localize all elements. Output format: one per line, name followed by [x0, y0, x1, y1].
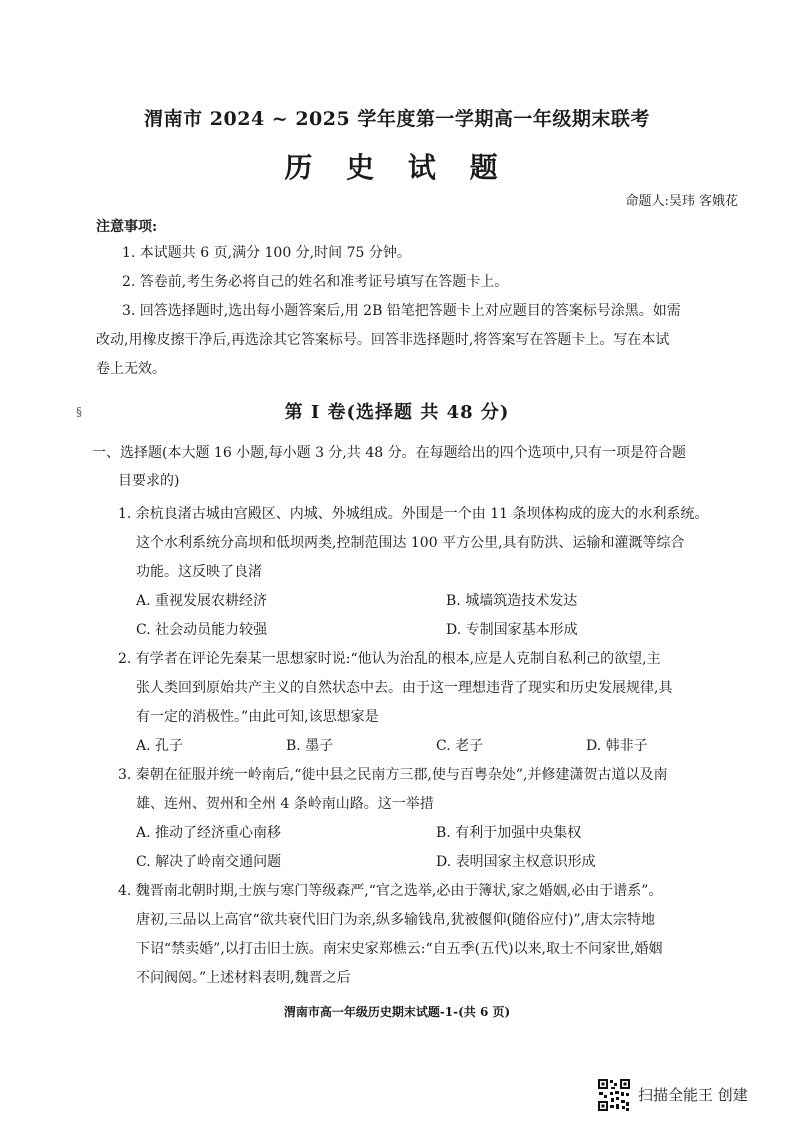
margin-mark: § — [76, 405, 82, 419]
option-b: B. 墨子 — [286, 738, 334, 754]
subject-title: 历 史 试 题 — [284, 151, 510, 184]
option-c: C. 老子 — [436, 738, 484, 754]
section-title: 第 Ⅰ 卷(选择题 共 48 分) — [284, 402, 510, 423]
option-d: D. 表明国家主权意识形成 — [436, 854, 596, 870]
option-b: B. 有利于加强中央集权 — [436, 825, 582, 841]
notes-item-1: 1. 本试题共 6 页,满分 100 分,时间 75 分钟。 — [122, 245, 411, 261]
option-b: B. 城墙筑造技术发达 — [446, 593, 578, 609]
question-stem-line: 下诏“禁卖婚”,以打击旧士族。南宋史家郑樵云:“自五季(五代)以来,取士不问家世,婚姻 — [136, 941, 663, 957]
option-a: A. 孔子 — [136, 738, 184, 754]
option-a: A. 推动了经济重心南移 — [136, 825, 282, 841]
question-stem-line: 功能。这反映了良渚 — [136, 564, 262, 580]
question-stem-line: 雄、连州、贺州和全州 4 条岭南山路。这一举措 — [136, 796, 434, 812]
question-stem-line: 3. 秦朝在征服并统一岭南后,“徙中县之民南方三郡,使与百粤杂处”,并修建潇贺古道以及南 — [118, 767, 668, 783]
question-stem-line: 张人类回到原始共产主义的自然状态中去。由于这一理想违背了现实和历史发展规律,具 — [136, 680, 673, 696]
qr-code-icon — [597, 1078, 631, 1112]
question-stem-line: 4. 魏晋南北朝时期,士族与寒门等级森严,“官之选举,必由于簿状,家之婚姻,必由于谱系”。 — [118, 883, 663, 899]
section-instruction-cont: 目要求的) — [118, 473, 180, 489]
question-stem-line: 2. 有学者在评论先秦某一思想家时说:“他认为治乱的根本,应是人克制自私利己的欲望,主 — [118, 651, 661, 667]
question-stem-line: 这个水利系统分高坝和低坝两类,控制范围达 100 平方公里,具有防洪、运输和灌溉等综合 — [136, 535, 685, 551]
question-stem-line: 不问阀阅。”上述材料表明,魏晋之后 — [136, 970, 351, 986]
option-a: A. 重视发展农耕经济 — [136, 593, 268, 609]
notes-item-2: 2. 答卷前,考生务必将自己的姓名和准考证号填写在答题卡上。 — [122, 274, 509, 290]
page-footer: 渭南市高一年级历史期末试题-1-(共 6 页) — [283, 1005, 511, 1019]
option-c: C. 解决了岭南交通问题 — [136, 854, 282, 870]
exam-title: 渭南市 2024 ~ 2025 学年度第一学期高一年级期末联考 — [144, 108, 650, 130]
notes-item-3-cont: 改动,用橡皮擦干净后,再选涂其它答案标号。回答非选择题时,将答案写在答题卡上。写在本试 — [96, 332, 670, 348]
notes-item-3-end: 卷上无效。 — [96, 361, 166, 377]
question-setters: 命题人:吴玮 客娥花 — [625, 194, 738, 209]
question-stem-line: 唐初,三品以上高官“欲共衰代旧门为亲,纵多输钱帛,犹被偃仰(随俗应付)”,唐太宗特地 — [136, 912, 656, 928]
option-d: D. 韩非子 — [586, 738, 648, 754]
scanner-watermark: 扫描全能王 创建 — [638, 1086, 748, 1104]
notes-item-3: 3. 回答选择题时,选出每小题答案后,用 2B 铅笔把答题卡上对应题目的答案标号涂黑。如需 — [122, 303, 681, 319]
section-instruction: 一、选择题(本大题 16 小题,每小题 3 分,共 48 分。在每题给出的四个选项中,只有一项是符合题 — [92, 445, 687, 461]
question-stem-line: 有一定的消极性。”由此可知,该思想家是 — [136, 709, 379, 725]
option-d: D. 专制国家基本形成 — [446, 622, 578, 638]
option-c: C. 社会动员能力较强 — [136, 622, 268, 638]
notes-heading: 注意事项: — [96, 219, 158, 235]
question-stem-line: 1. 余杭良渚古城由宫殿区、内城、外城组成。外围是一个由 11 条坝体构成的庞大的水利系统。 — [118, 506, 709, 522]
